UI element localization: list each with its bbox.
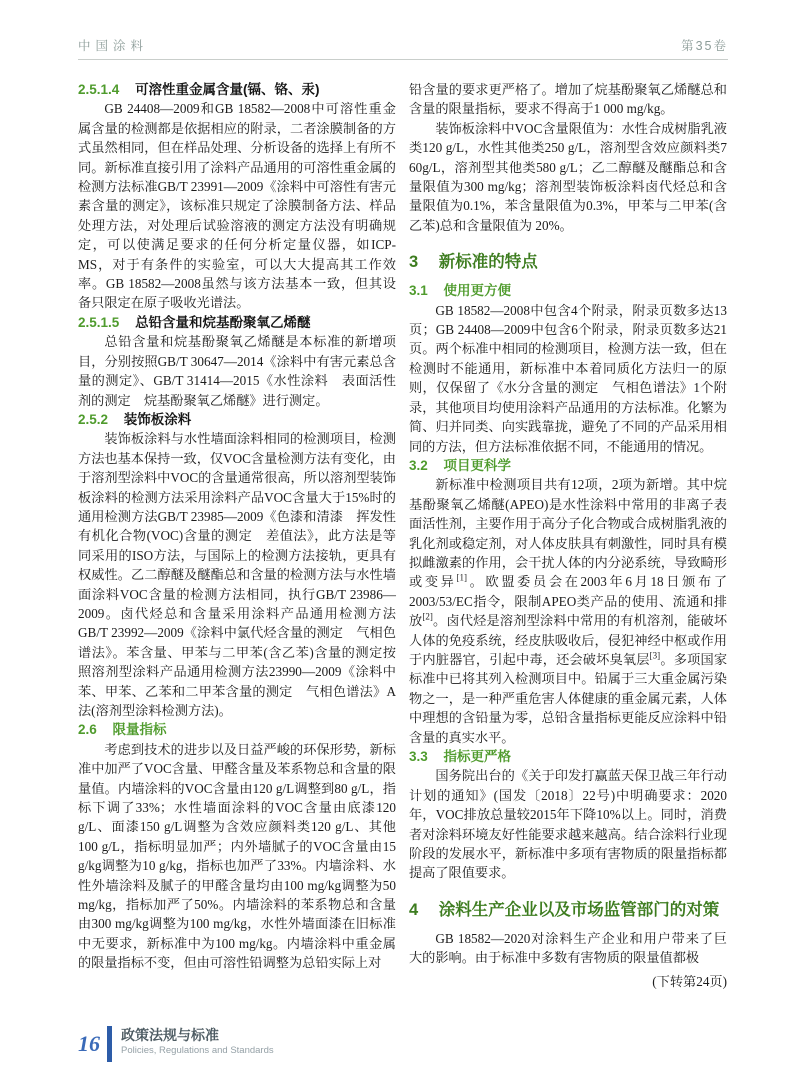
left-column bbox=[78, 80, 396, 1022]
citation-ref-3: [3] bbox=[649, 650, 661, 661]
journal-name: 中国涂料 bbox=[78, 39, 149, 53]
section-heading-2-5-2 bbox=[78, 410, 396, 429]
paragraph: 国务院出台的《关于印发打赢蓝天保卫战三年行动计划的通知》(国发〔2018〕22号)中明确要求：2020年，VOC排放总量较2015年下降10%以上。同时，消费者对涂料环境友好性能要求越来越高。结合涂料行业现阶段的发展水平，新标准中多项有害物质的限量指标都提高了限值要求。 bbox=[409, 768, 727, 881]
section-number: 3.3 bbox=[409, 749, 428, 764]
citation-ref-1: [1] bbox=[456, 572, 468, 583]
section-heading-3-1 bbox=[409, 281, 727, 300]
page-footer bbox=[78, 1026, 274, 1062]
footer-section-block bbox=[121, 1026, 274, 1062]
paragraph-text: 。多项国家标准中已将其列入检测项目中。铅属于三大重金属污染物之一，是一种严重危害人体健康的重金属元素，人体中理想的含铅量为零，总铅含量指标更能反应涂料中铅含量的真实水平。 bbox=[409, 651, 728, 745]
section-title: 指标更严格 bbox=[443, 749, 512, 764]
paragraph-text: 。卤代烃是溶剂型涂料中常用的有机溶剂，能破坏人体的免疫系统，经皮肤吸收后，侵犯神经中枢或作用于内脏器官，引起中毒，还会破坏臭氧层 bbox=[409, 613, 728, 667]
section-number: 2.5.1.5 bbox=[78, 314, 120, 330]
header-rule bbox=[78, 59, 728, 60]
footer-accent-bar bbox=[107, 1026, 112, 1062]
section-number: 2.5.2 bbox=[78, 411, 109, 427]
footer-section-title-zh: 政策法规与标准 bbox=[121, 1027, 219, 1043]
paragraph: GB 24408—2009和GB 18582—2008中可溶性重金属含量的检测都是依据相应的附录，二者涂膜制备的方式虽然相同，但在样品处理、分析设备的选择上有所不同。新标准直接引用了涂料产品通用的可溶性重金属的检测方法标准GB/T 23991—2009《涂料中可溶性有害元素含量的测定》，该标准只规定了涂膜制备方法、样品处理方法，对处理后试验溶液的测定方法没有明确规定，可以使满足要求的任何分析定量仪器，如ICP-MS，对于有条件的实验室，可以大大提高其工作效率。GB 18582—2008虽然与该方法基本一致，但其设备只限定在原子吸收光谱法。 bbox=[78, 101, 396, 311]
section-title: 可溶性重金属含量(镉、铬、汞) bbox=[135, 82, 320, 97]
paragraph: 装饰板涂料与水性墙面涂料相同的检测项目，检测方法也基本保持一致，仅VOC含量检测方法有变化，由于溶剂型涂料中VOC的含量通常很高，所以溶剂型装饰板涂料的检测方法采用涂料产品VOC含量大于15%时的通用检测方法GB/T 23985—2009《色漆和清漆 挥发性有机化合物(VOC)含量的测定 差值法》，此方法是等同采用的ISO方法，与国际上的检测方法接轨，更具有权威性。乙二醇醚及醚酯总和含量的检测方法与水性墙面涂料VOC含量的检测方法相同，执行GB/T 23986—2009。卤代烃总和含量采用涂料产品通用检测方法GB/T 23992—2009《涂料中氯代烃含量的测定 气相色谱法》。苯含量、甲苯与二甲苯(含乙苯)含量的测定按照溶剂型涂料产品通用检测方法23990—2009《涂料中苯、甲苯、乙苯和二甲苯含量的测定 气相色谱法》A法(溶剂型涂料检测方法)。 bbox=[78, 431, 396, 718]
section-heading-4 bbox=[409, 898, 727, 922]
paragraph: 考虑到技术的进步以及日益严峻的环保形势，新标准中加严了VOC含量、甲醛含量及苯系物总和含量的限量值。内墙涂料的VOC含量由120 g/L调整到80 g/L，指标下调了33%；水性墙面涂料的VOC含量由底漆120 g/L、面漆150 g/L调整为含效应颜料类120 g/L、其他100 g/L，指标明显加严；内外墙腻子的VOC含量由15 g/kg调整为10 g/kg，指标也加严了33%。内墙涂料、水性外墙涂料及腻子的甲醛含量均由100 mg/kg调整为50 mg/kg，指标加严了50%。内墙涂料的苯系物总和含量由300 mg/kg调整为100 mg/kg，水性外墙面漆在旧标准中无要求，新标准中为100 mg/kg。内墙涂料中重金属的限量指标不变，但由可溶性铅调整为总铅实际上对 bbox=[78, 741, 396, 971]
paragraph-with-citations bbox=[409, 475, 727, 747]
paragraph: 总铅含量和烷基酚聚氧乙烯醚是本标准的新增项目，分别按照GB/T 30647—2014《涂料中有害元素总含量的测定》、GB/T 31414—2015《水性涂料 表面活性剂的测定 烷基酚聚氧乙烯醚》进行测定。 bbox=[78, 334, 396, 408]
paragraph: 装饰板涂料中VOC含量限值为：水性合成树脂乳液类120 g/L，水性其他类250 g/L，溶剂型含效应颜料类7 60g/L，溶剂型其他类580 g/L；乙二醇醚及醚酯总和含量限值为300 mg/kg；溶剂型装饰板涂料卤代烃总和含量限值为0.1%，苯含量限值为0.3%，甲苯与二甲苯(含乙苯)总和含量限值为 20%。 bbox=[409, 120, 727, 233]
section-number: 3.2 bbox=[409, 457, 428, 473]
section-number: 2.6 bbox=[78, 722, 97, 738]
section-heading-2-6 bbox=[78, 720, 396, 739]
section-title: 项目更科学 bbox=[443, 457, 512, 473]
section-number: 3 bbox=[409, 253, 419, 272]
section-heading-3 bbox=[409, 250, 727, 274]
section-heading-3-3 bbox=[409, 747, 727, 766]
section-heading-2-5-1-4 bbox=[78, 80, 396, 99]
paragraph-text: 。欧盟委员会在2003年6月18日颁布了2003/53/EC指令，限制APEO类产品的使用、流通和排放 bbox=[409, 574, 728, 629]
section-title: 装饰板涂料 bbox=[123, 411, 192, 427]
section-title: 总铅含量和烷基酚聚氧乙烯醚 bbox=[135, 314, 311, 330]
section-title: 涂料生产企业以及市场监管部门的对策 bbox=[438, 900, 720, 919]
paragraph-continuation: 铅含量的要求更严格了。增加了烷基酚聚氧乙烯醚总和含量的限量指标，要求不得高于1 000 mg/kg。 bbox=[409, 82, 727, 117]
section-number: 4 bbox=[409, 900, 419, 919]
section-title: 使用更方便 bbox=[443, 283, 512, 299]
section-heading-2-5-1-5 bbox=[78, 313, 396, 332]
paragraph: GB 18582—2020对涂料生产企业和用户带来了巨大的影响。由于标准中多数有害物质的限量值都极 bbox=[409, 930, 727, 966]
section-title: 限量指标 bbox=[112, 722, 167, 738]
page-number: 16 bbox=[78, 1031, 100, 1056]
section-heading-3-2 bbox=[409, 456, 727, 475]
section-title: 新标准的特点 bbox=[438, 253, 538, 272]
section-number: 3.1 bbox=[409, 283, 428, 299]
paragraph: GB 18582—2008中包含4个附录，附录页数多达13页；GB 24408—2009中包含6个附录，附录页数多达21页。两个标准中相同的检测项目，检测方法一致，但在检测时不能通用，新标准中本着同质化方法归一的原则，仅保留了《水分含量的测定 气相色谱法》1个附录，其他项目均使用涂料产品通用的方法标准。化繁为简、归并同类、向实践靠拢，避免了不同的产品采用相同的方法，但方法标准依据不同，不能通用的情况。 bbox=[409, 302, 727, 454]
continued-on-page-note: (下转第24页) bbox=[652, 973, 727, 989]
footer-section-title-en: Policies, Regulations and Standards bbox=[121, 1045, 274, 1056]
paragraph-text: 新标准中检测项目共有12项，2项为新增。其中烷基酚聚氧乙烯醚(APEO)是水性涂料中常用的非离子表面活性剂，主要作用于高分子化合物或合成树脂乳液的乳化剂或稳定剂，对人体皮肤具有刺激性，同时具有模拟雌激素的作用，会干扰人体的内分泌系统，导致畸形或变异 bbox=[409, 477, 727, 590]
section-number: 2.5.1.4 bbox=[78, 82, 120, 97]
running-head bbox=[78, 36, 728, 54]
citation-ref-2: [2] bbox=[422, 611, 433, 622]
right-column bbox=[409, 80, 727, 1022]
article-body bbox=[78, 80, 728, 1022]
volume-label: 第35卷 bbox=[681, 39, 728, 53]
